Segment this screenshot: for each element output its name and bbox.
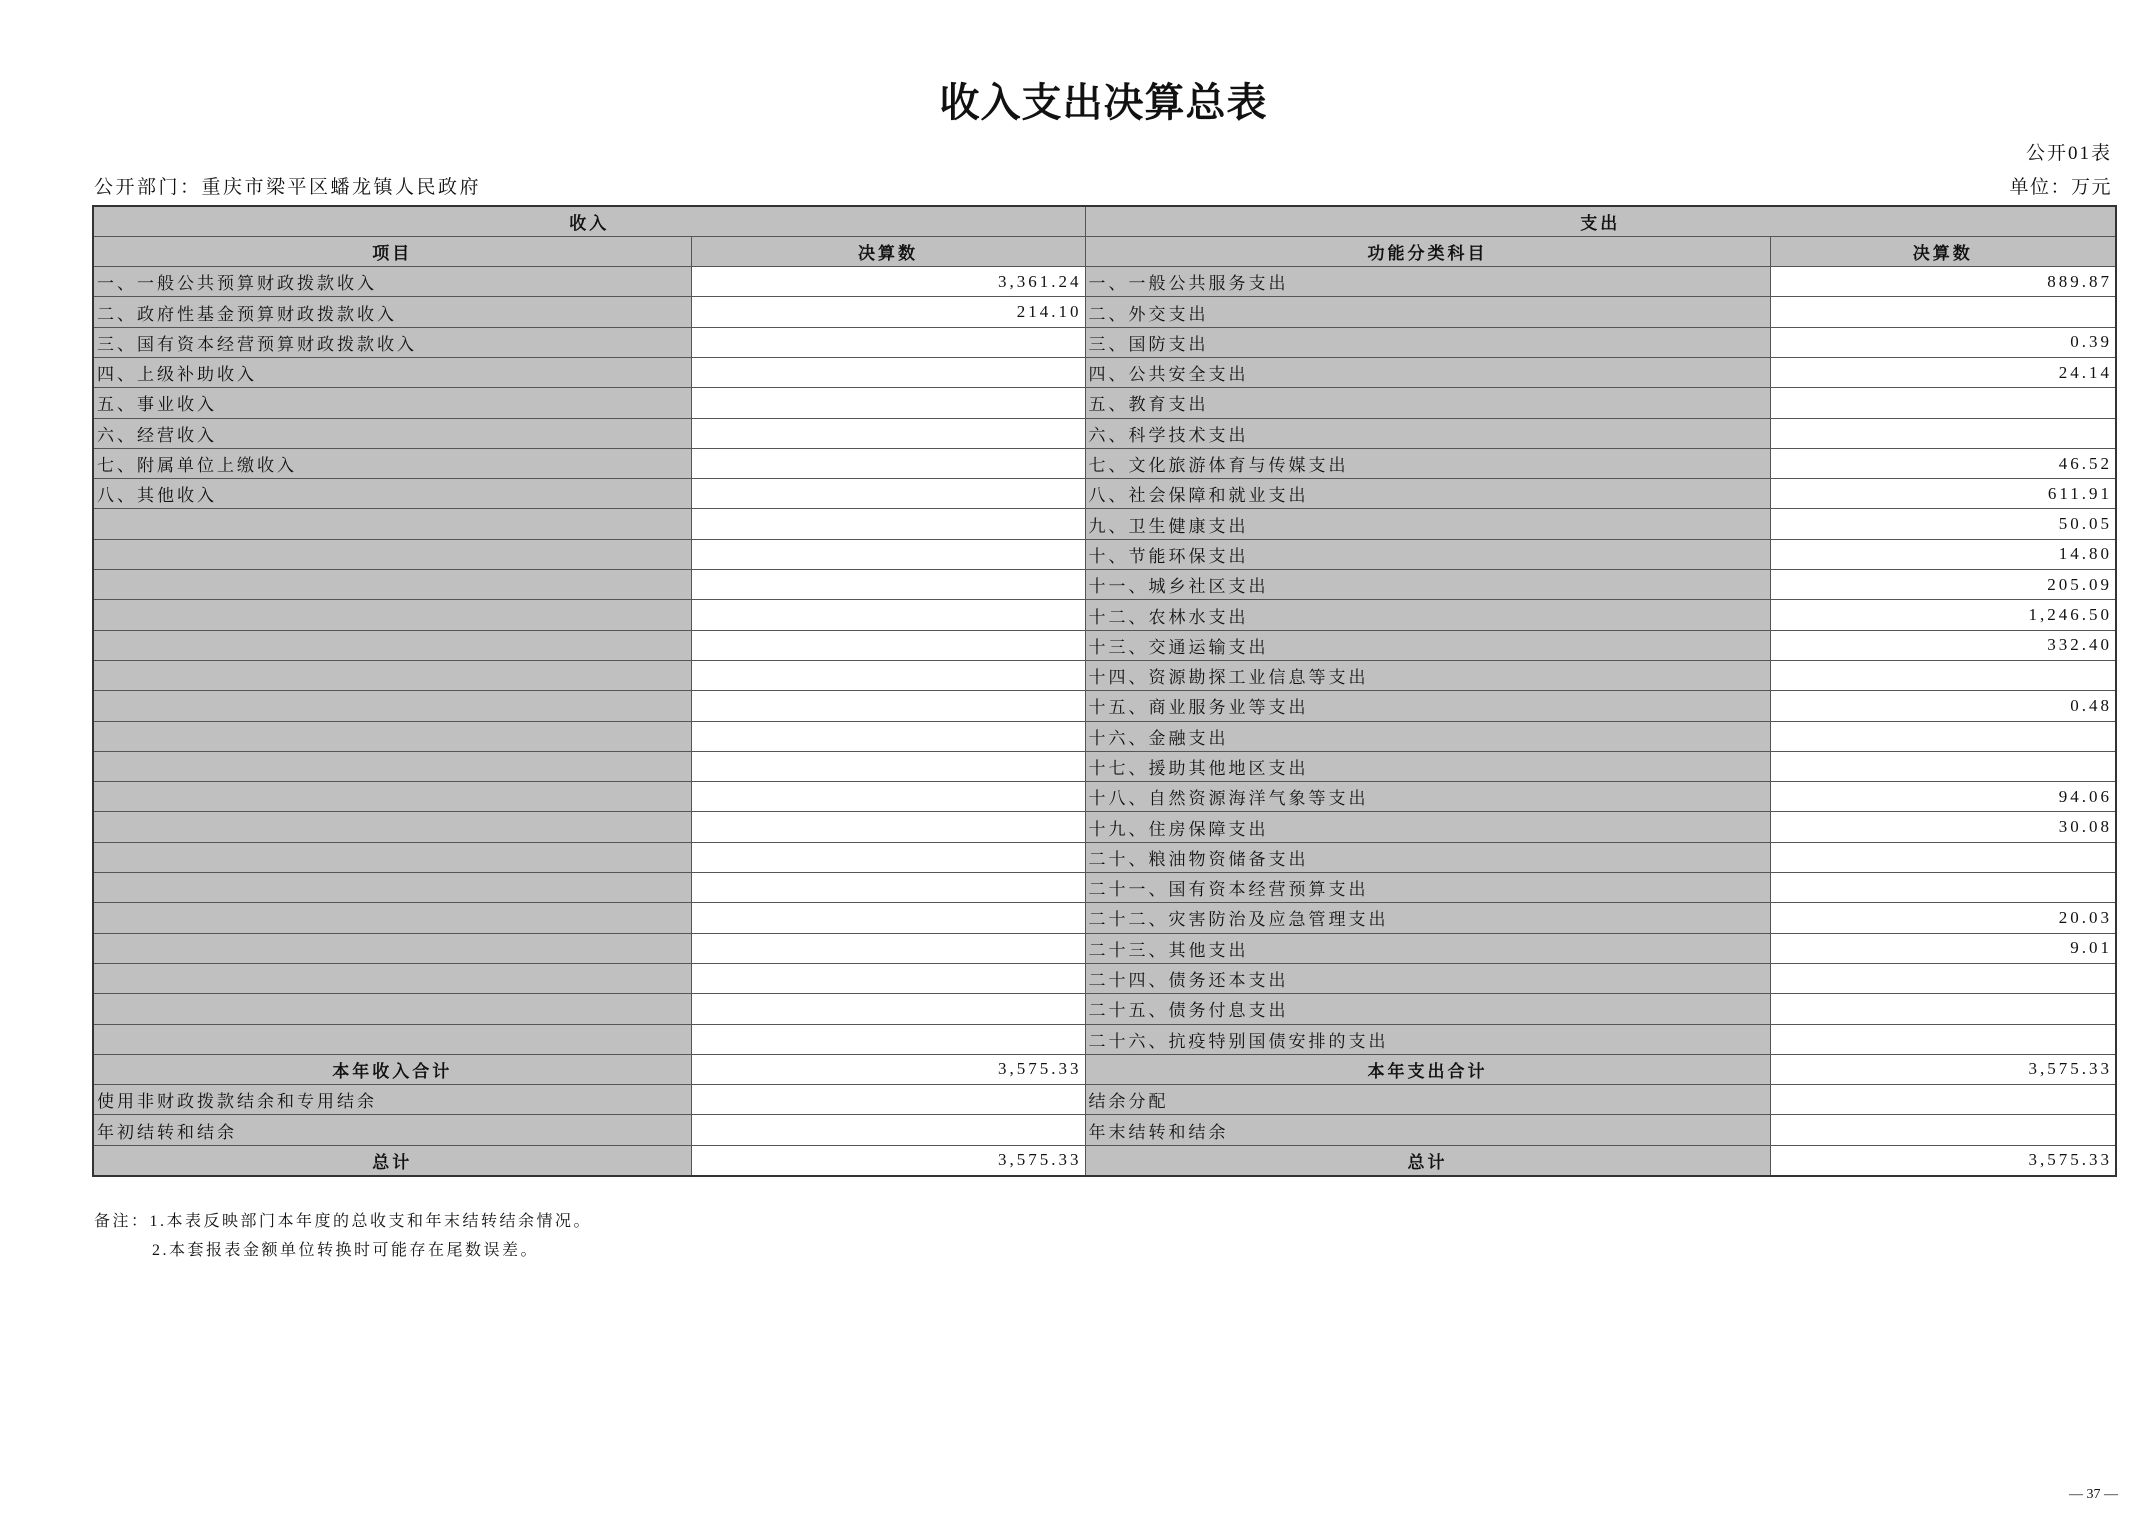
income-item-cell [93, 994, 691, 1024]
expense-item-cell: 八、社会保障和就业支出 [1085, 479, 1770, 509]
expense-amount-cell [1770, 297, 2116, 327]
income-item-cell: 七、附属单位上缴收入 [93, 448, 691, 478]
income-total-label: 总计 [93, 1145, 691, 1175]
income-amount-cell [691, 388, 1085, 418]
income-item-cell [93, 812, 691, 842]
expense-total-label: 总计 [1085, 1145, 1770, 1175]
expense-item-cell: 一、一般公共服务支出 [1085, 267, 1770, 297]
table-row [93, 994, 2116, 1024]
expense-amount-cell [1770, 1085, 2116, 1115]
income-subtotal-amount: 3,575.33 [691, 1054, 1085, 1084]
expense-amount-cell [1770, 660, 2116, 690]
income-amount-cell [691, 782, 1085, 812]
table-row [93, 267, 2116, 297]
total-row [93, 1145, 2116, 1175]
income-amount-cell [691, 1115, 1085, 1145]
table-row [93, 660, 2116, 690]
column-header-row [93, 236, 2116, 266]
table-row [93, 903, 2116, 933]
income-amount-cell [691, 660, 1085, 690]
expense-amount-cell: 94.06 [1770, 782, 2116, 812]
expense-amount-cell [1770, 388, 2116, 418]
expense-item-cell: 十八、自然资源海洋气象等支出 [1085, 782, 1770, 812]
expense-item-cell: 十九、住房保障支出 [1085, 812, 1770, 842]
expense-item-cell: 九、卫生健康支出 [1085, 509, 1770, 539]
income-item-cell [93, 570, 691, 600]
section-header-row [93, 206, 2116, 236]
income-item-cell [93, 933, 691, 963]
table-row [93, 388, 2116, 418]
income-amount-cell [691, 933, 1085, 963]
expense-item-cell: 十一、城乡社区支出 [1085, 570, 1770, 600]
income-amount-cell [691, 509, 1085, 539]
income-item-cell [93, 873, 691, 903]
table-row [93, 933, 2116, 963]
table-row [93, 721, 2116, 751]
col-item-header: 项目 [93, 236, 691, 266]
expense-item-cell: 年末结转和结余 [1085, 1115, 1770, 1145]
income-amount-cell [691, 751, 1085, 781]
income-item-cell: 年初结转和结余 [93, 1115, 691, 1145]
expense-amount-cell: 24.14 [1770, 357, 2116, 387]
expense-item-cell: 四、公共安全支出 [1085, 357, 1770, 387]
expense-amount-cell [1770, 994, 2116, 1024]
expense-amount-cell: 1,246.50 [1770, 600, 2116, 630]
expense-amount-cell: 46.52 [1770, 448, 2116, 478]
col-income-amount-header: 决算数 [691, 236, 1085, 266]
table-row [93, 1024, 2116, 1054]
income-amount-cell [691, 539, 1085, 569]
income-item-cell: 五、事业收入 [93, 388, 691, 418]
expense-amount-cell [1770, 873, 2116, 903]
expense-item-cell: 十三、交通运输支出 [1085, 630, 1770, 660]
note-line-2: 2.本套报表金额单位转换时可能存在尾数误差。 [152, 1242, 540, 1259]
expense-amount-cell: 0.39 [1770, 327, 2116, 357]
table-row [93, 691, 2116, 721]
expense-item-cell: 十二、农林水支出 [1085, 600, 1770, 630]
expense-item-cell: 二十二、灾害防治及应急管理支出 [1085, 903, 1770, 933]
form-number: 公开01表 [2025, 143, 2112, 164]
income-item-cell: 八、其他收入 [93, 479, 691, 509]
expense-item-cell: 五、教育支出 [1085, 388, 1770, 418]
note-line-1: 备注：1.本表反映部门本年度的总收支和年末结转结余情况。 [94, 1213, 593, 1230]
table-row [93, 357, 2116, 387]
income-item-cell [93, 963, 691, 993]
expense-item-cell: 二、外交支出 [1085, 297, 1770, 327]
table-row [93, 751, 2116, 781]
expense-item-cell: 六、科学技术支出 [1085, 418, 1770, 448]
expense-item-cell: 十七、援助其他地区支出 [1085, 751, 1770, 781]
income-item-cell [93, 509, 691, 539]
income-amount-cell: 3,361.24 [691, 267, 1085, 297]
expense-item-cell: 二十四、债务还本支出 [1085, 963, 1770, 993]
income-amount-cell [691, 873, 1085, 903]
department-label: 公开部门：重庆市梁平区蟠龙镇人民政府 [94, 177, 482, 198]
expense-subtotal-amount: 3,575.33 [1770, 1054, 2116, 1084]
expense-amount-cell [1770, 418, 2116, 448]
income-amount-cell [691, 630, 1085, 660]
table-row [93, 418, 2116, 448]
expense-item-cell: 二十六、抗疫特别国债安排的支出 [1085, 1024, 1770, 1054]
income-item-cell: 六、经营收入 [93, 418, 691, 448]
subtotal-row [93, 1054, 2116, 1084]
income-amount-cell [691, 812, 1085, 842]
expense-section-header: 支出 [1085, 206, 2116, 236]
income-amount-cell [691, 721, 1085, 751]
table-row [93, 327, 2116, 357]
income-item-cell: 一、一般公共预算财政拨款收入 [93, 267, 691, 297]
expense-amount-cell: 205.09 [1770, 570, 2116, 600]
income-item-cell [93, 782, 691, 812]
expense-item-cell: 二十、粮油物资储备支出 [1085, 842, 1770, 872]
expense-amount-cell: 0.48 [1770, 691, 2116, 721]
income-amount-cell [691, 448, 1085, 478]
income-amount-cell [691, 327, 1085, 357]
income-amount-cell [691, 600, 1085, 630]
expense-subtotal-label: 本年支出合计 [1085, 1054, 1770, 1084]
col-expense-amount-header: 决算数 [1770, 236, 2116, 266]
expense-item-cell: 十四、资源勘探工业信息等支出 [1085, 660, 1770, 690]
table-row [93, 297, 2116, 327]
expense-amount-cell: 20.03 [1770, 903, 2116, 933]
expense-amount-cell [1770, 721, 2116, 751]
income-item-cell [93, 721, 691, 751]
col-function-item-header: 功能分类科目 [1085, 236, 1770, 266]
income-amount-cell [691, 418, 1085, 448]
balance-row [93, 1115, 2116, 1145]
income-amount-cell [691, 842, 1085, 872]
income-item-cell [93, 903, 691, 933]
expense-amount-cell [1770, 963, 2116, 993]
expense-amount-cell: 50.05 [1770, 509, 2116, 539]
expense-item-cell: 十五、商业服务业等支出 [1085, 691, 1770, 721]
table-row [93, 812, 2116, 842]
expense-item-cell: 结余分配 [1085, 1085, 1770, 1115]
table-row [93, 479, 2116, 509]
table-row [93, 600, 2116, 630]
income-item-cell [93, 600, 691, 630]
income-item-cell: 二、政府性基金预算财政拨款收入 [93, 297, 691, 327]
expense-item-cell: 三、国防支出 [1085, 327, 1770, 357]
expense-amount-cell [1770, 1024, 2116, 1054]
income-expense-table [92, 205, 2117, 1177]
income-item-cell [93, 1024, 691, 1054]
page-number: — 37 — [2069, 1487, 2118, 1502]
expense-item-cell: 二十五、债务付息支出 [1085, 994, 1770, 1024]
expense-item-cell: 十六、金融支出 [1085, 721, 1770, 751]
income-item-cell [93, 842, 691, 872]
expense-amount-cell: 9.01 [1770, 933, 2116, 963]
income-amount-cell [691, 994, 1085, 1024]
income-amount-cell [691, 691, 1085, 721]
table-row [93, 509, 2116, 539]
income-amount-cell [691, 570, 1085, 600]
income-item-cell: 使用非财政拨款结余和专用结余 [93, 1085, 691, 1115]
table-row [93, 570, 2116, 600]
table-row [93, 963, 2116, 993]
table-row [93, 630, 2116, 660]
income-item-cell [93, 751, 691, 781]
expense-item-cell: 七、文化旅游体育与传媒支出 [1085, 448, 1770, 478]
expense-total-amount: 3,575.33 [1770, 1145, 2116, 1175]
expense-item-cell: 二十三、其他支出 [1085, 933, 1770, 963]
income-item-cell [93, 660, 691, 690]
expense-amount-cell: 332.40 [1770, 630, 2116, 660]
expense-amount-cell: 889.87 [1770, 267, 2116, 297]
expense-item-cell: 十、节能环保支出 [1085, 539, 1770, 569]
table-row [93, 782, 2116, 812]
table-row [93, 842, 2116, 872]
income-item-cell: 四、上级补助收入 [93, 357, 691, 387]
table-row [93, 539, 2116, 569]
income-amount-cell [691, 479, 1085, 509]
income-item-cell [93, 691, 691, 721]
table-row [93, 873, 2116, 903]
balance-row [93, 1085, 2116, 1115]
unit-label: 单位：万元 [2009, 177, 2112, 198]
income-item-cell [93, 630, 691, 660]
expense-amount-cell [1770, 1115, 2116, 1145]
income-section-header: 收入 [93, 206, 1085, 236]
table-row [93, 448, 2116, 478]
expense-amount-cell: 14.80 [1770, 539, 2116, 569]
income-amount-cell [691, 1085, 1085, 1115]
expense-amount-cell [1770, 751, 2116, 781]
page-title: 收入支出决算总表 [939, 80, 1268, 125]
expense-amount-cell: 611.91 [1770, 479, 2116, 509]
income-amount-cell [691, 903, 1085, 933]
income-subtotal-label: 本年收入合计 [93, 1054, 691, 1084]
income-item-cell: 三、国有资本经营预算财政拨款收入 [93, 327, 691, 357]
expense-amount-cell [1770, 842, 2116, 872]
expense-item-cell: 二十一、国有资本经营预算支出 [1085, 873, 1770, 903]
expense-amount-cell: 30.08 [1770, 812, 2116, 842]
income-total-amount: 3,575.33 [691, 1145, 1085, 1175]
income-item-cell [93, 539, 691, 569]
income-amount-cell [691, 1024, 1085, 1054]
income-amount-cell: 214.10 [691, 297, 1085, 327]
income-amount-cell [691, 357, 1085, 387]
income-amount-cell [691, 963, 1085, 993]
